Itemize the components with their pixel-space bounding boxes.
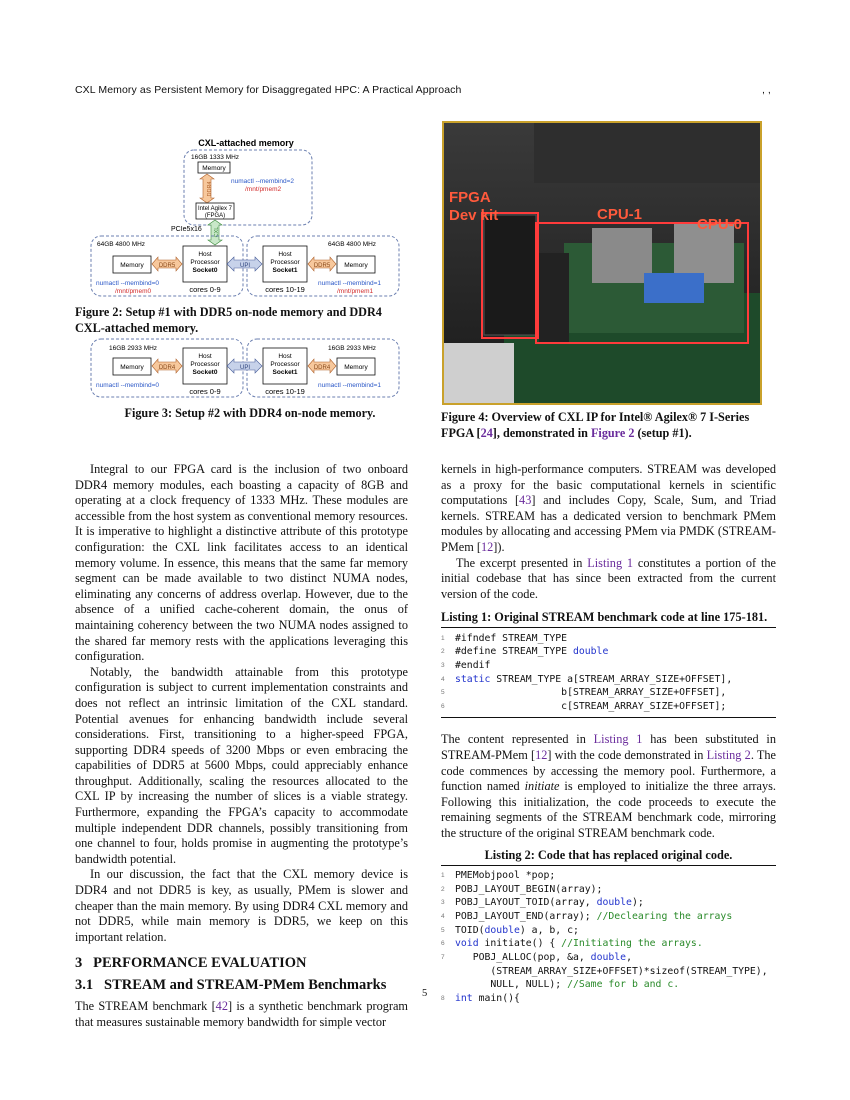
- code-line: [441, 686, 776, 700]
- line-number: 6: [441, 703, 445, 711]
- right-mem-spec: 64GB 4800 MHz: [328, 241, 377, 248]
- numactl0: numactl --membind=0: [96, 280, 160, 287]
- code-text: [455, 925, 579, 936]
- code-text: [455, 952, 632, 963]
- code-line: [441, 869, 776, 883]
- listing-1-title: Listing 1: Original STREAM benchmark code at line 175-181.: [441, 610, 776, 628]
- cores0-label: cores 0-9: [189, 285, 221, 294]
- fig3-right-ddr4-label: DDR4: [313, 365, 331, 371]
- code-token: initiate() {: [478, 938, 562, 950]
- pcie-label: PCIe5x16: [171, 226, 202, 233]
- fig3-numactl0: numactl --membind=0: [96, 382, 160, 389]
- mount0: /mnt/pmem0: [115, 288, 152, 295]
- fig3-cores1-label: cores 10-19: [265, 387, 305, 396]
- code-token: STREAM_TYPE a[STREAM_ARRAY_SIZE+OFFSET],: [490, 673, 733, 685]
- section-3-1-heading: 3.1 STREAM and STREAM-PMem Benchmarks: [75, 977, 387, 994]
- section-3-heading: 3 PERFORMANCE EVALUATION: [75, 955, 307, 972]
- fig3-socket1-host: Host: [278, 353, 292, 360]
- left-para-3: In our discussion, the fact that the CXL memory device is DDR4 and not DDR5 is key, as usually, PMem is slower and cheaper than the main memory. By using DDR4 CXL memory and not DDR5, while main memory is DDR5, we keep on this important relation.: [75, 867, 408, 944]
- fpga-memory-label: Memory: [202, 165, 226, 172]
- right-memory-label: Memory: [344, 262, 368, 269]
- right-ddr5-label: DDR5: [313, 263, 331, 269]
- code-line: [441, 937, 776, 951]
- photo-label-fpga: FPGA Dev kit: [449, 189, 499, 224]
- code-token: POBJ_LAYOUT_END(array);: [455, 911, 597, 923]
- code-line: [441, 882, 776, 896]
- code-token: main(){: [472, 993, 520, 1005]
- code-text: [455, 646, 608, 657]
- code-line: [441, 951, 776, 965]
- line-number: 4: [441, 675, 445, 683]
- line-number: 2: [441, 885, 445, 893]
- ref-24[interactable]: 24: [480, 425, 493, 440]
- fpga-name-line1: Intel Agilex 7: [197, 206, 233, 212]
- code-text: [455, 701, 726, 712]
- line-number: 5: [441, 926, 445, 934]
- code-text: [455, 660, 490, 671]
- line-number: 1: [441, 871, 445, 879]
- fig3-right-mem-spec: 16GB 2933 MHz: [328, 345, 377, 352]
- code-text: [455, 938, 703, 949]
- code-text: [455, 993, 520, 1004]
- line-number: 8: [441, 995, 445, 1003]
- code-token: POBJ_LAYOUT_BEGIN(array);: [455, 883, 603, 895]
- right-para-2: The excerpt presented in Listing 1 constitutes a portion of the initial codebase that has since been extracted from the current version of the code.: [441, 555, 776, 601]
- code-line: [441, 659, 776, 673]
- code-token: //Initiating the arrays.: [561, 938, 703, 950]
- ref-43[interactable]: 43: [519, 493, 532, 508]
- photo-label-cpu0: CPU-0: [697, 216, 743, 233]
- socket1-name: Socket1: [272, 267, 298, 274]
- listing-1-code: [441, 628, 776, 718]
- code-text: [455, 870, 555, 881]
- socket0-name: Socket0: [192, 267, 218, 274]
- code-token: void: [455, 938, 479, 950]
- figure-3-diagram: [75, 337, 415, 403]
- code-token: c[STREAM_ARRAY_SIZE+OFFSET];: [455, 701, 727, 713]
- figure-2-diagram: [75, 132, 415, 304]
- fig3-socket0-processor: Processor: [190, 361, 220, 368]
- numactl1: numactl --membind=1: [318, 280, 382, 287]
- figure-4-caption: Figure 4: Overview of CXL IP for Intel® Agilex® 7 I-Series FPGA [24], demonstrated in Figure 2 (setup #1).: [441, 410, 750, 440]
- figure-3-caption: Figure 3: Setup #2 with DDR4 on-node memory.: [124, 406, 376, 420]
- left-para-1: Integral to our FPGA card is the inclusion of two onboard DDR4 memory modules, each boasting a capacity of 8GB and operating at a clock frequency of 1333 MHz. These modules are accessible from the host system as conventional memory resources. It is imperative to highlight a distinctive attribute of this prototype configuration: the CXL link facilitates access to an identical memory volume. In essence, this means that the same far memory segment can be made available to two distinct NUMA nodes, eliminating any concerns of address overlap. However, due to the absence of a unified cache-coherent domain, the onus of maintaining coherency between the two NUMA nodes assigned to the shared far memory rests with the applications leveraging this configuration.: [75, 462, 408, 664]
- left-column: [75, 462, 408, 1031]
- ref-listing-1b[interactable]: Listing 1: [593, 732, 643, 747]
- right-column: [441, 462, 776, 1006]
- mount1: /mnt/pmem1: [337, 288, 374, 295]
- fig3-left-mem-spec: 16GB 2933 MHz: [109, 345, 158, 352]
- right-para-1: kernels in high-performance computers. STREAM was developed as a proxy for the basic computational kernels in scientific computations [43] and includes Copy, Scale, Sum, and Triad kernels. STREAM has a dedicated version to benchmark PMem modules by allocating and accessing PMem via PMDK (STREAM-PMem [12]).: [441, 462, 776, 554]
- code-text: [455, 633, 567, 644]
- code-line: [441, 910, 776, 924]
- socket0-host: Host: [198, 251, 212, 258]
- left-mem-spec: 64GB 4800 MHz: [97, 241, 146, 248]
- code-text: [455, 687, 726, 698]
- upi-label: UPI: [239, 263, 251, 269]
- ref-listing-1[interactable]: Listing 1: [587, 555, 634, 570]
- code-token: POBJ_ALLOC(pop, &a,: [455, 952, 591, 964]
- left-para-2: Notably, the bandwidth attainable from this prototype configuration is subject to current implementation constraints and does not reflect an intrinsic limitation of the CXL standard. Potential avenues for enhancing bandwidth include several considerations. First, transitioning to a higher-speed FPGA, supporting DDR4 speeds of 3200 Mbps or even embracing the capabilities of DDR5 at 5600 Mbps, could appreciably enhance throughput. Additionally, scaling the resources allocated to the CXL IP by increasing the number of slices is a viable strategy. Furthermore, expanding the FPGA’s capacity to accommodate multiple independent DDR channels, possibly transitioning from one channel to four, holds promise in augmenting the prototype’s bandwidth potential.: [75, 664, 408, 866]
- ref-listing-2[interactable]: Listing 2: [706, 748, 751, 763]
- running-title: CXL Memory as Persistent Memory for Disaggregated HPC: A Practical Approach: [75, 84, 462, 96]
- left-memory-label: Memory: [120, 262, 144, 269]
- ref-figure-2[interactable]: Figure 2: [590, 425, 635, 440]
- code-text: [455, 966, 768, 977]
- code-token: //Same for b and c.: [567, 979, 680, 991]
- running-right: , ,: [762, 84, 771, 96]
- line-number: 4: [441, 913, 445, 921]
- code-text: [455, 911, 732, 922]
- line-number: 5: [441, 689, 445, 697]
- code-line: [441, 964, 776, 978]
- cxl-memory-title: CXL-attached memory: [198, 138, 294, 148]
- code-token: ,: [626, 952, 632, 964]
- left-ddr5-label: DDR5: [158, 263, 176, 269]
- fig3-right-memory-label: Memory: [344, 364, 368, 371]
- cores1-label: cores 10-19: [265, 285, 305, 294]
- figure-4-photo: [442, 121, 762, 405]
- code-token: PMEMobjpool *pop;: [455, 869, 556, 881]
- code-text: [455, 884, 602, 895]
- photo-label-cpu1: CPU-1: [597, 206, 643, 223]
- figure-2-caption: Figure 2: Setup #1 with DDR5 on-node memory and DDR4 CXL-attached memory.: [75, 305, 382, 335]
- cxl-label: CXL: [214, 226, 220, 238]
- code-token: double: [572, 646, 609, 658]
- line-number: 6: [441, 940, 445, 948]
- code-line: [441, 923, 776, 937]
- fpga-mount: /mnt/pmem2: [245, 186, 282, 193]
- fpga-mem-spec: 16GB 1333 MHz: [191, 154, 240, 161]
- code-token: double: [590, 952, 627, 964]
- code-token: double: [484, 924, 520, 936]
- socket1-processor: Processor: [270, 259, 300, 266]
- socket1-host: Host: [278, 251, 292, 258]
- fig3-left-memory-label: Memory: [120, 364, 144, 371]
- code-token: //Declearing the arrays: [596, 911, 733, 923]
- code-token: static: [455, 673, 491, 685]
- ref-42[interactable]: 42: [215, 999, 228, 1014]
- fpga-name-line2: (FPGA): [204, 213, 226, 219]
- code-token: TOID(: [455, 924, 485, 936]
- code-line: [441, 992, 776, 1006]
- code-token: double: [596, 897, 632, 909]
- right-para-3: The content represented in Listing 1 has been substituted in STREAM-PMem [12] with the code demonstrated in Listing 2. The code commences by accessing the memory pool. Furthermore, a function named initiate is employed to initialize the three arrays. Following this initialization, the code proceeds to execute the remaining segments of the STREAM benchmark code, mirroring the structure of the original STREAM benchmark code.: [441, 732, 776, 841]
- code-token: NULL, NULL);: [455, 979, 568, 991]
- line-number: 3: [441, 899, 445, 907]
- line-number: 1: [441, 634, 445, 642]
- code-line: [441, 896, 776, 910]
- code-line: [441, 672, 776, 686]
- fig3-cores0-label: cores 0-9: [189, 387, 221, 396]
- code-token: int: [455, 993, 473, 1005]
- code-token: POBJ_LAYOUT_TOID(array,: [455, 897, 597, 909]
- ref-12b[interactable]: 12: [535, 748, 548, 763]
- code-text: [455, 897, 644, 908]
- listing-2-code: [441, 866, 776, 1006]
- line-number: 3: [441, 662, 445, 670]
- code-token: #endif: [455, 660, 491, 672]
- code-line: [441, 700, 776, 714]
- hardware-photo-illustration: [444, 123, 760, 403]
- line-number: 7: [441, 954, 445, 962]
- page-number: 5: [422, 988, 428, 999]
- code-token: #ifndef STREAM_TYPE: [455, 632, 568, 644]
- fpga-numactl: numactl --membind=2: [231, 178, 295, 185]
- code-token: );: [631, 897, 644, 909]
- code-line: [441, 978, 776, 992]
- fig3-numactl1: numactl --membind=1: [318, 382, 382, 389]
- code-line: [441, 631, 776, 645]
- fig3-socket0-name: Socket0: [192, 369, 218, 376]
- fig3-socket1-processor: Processor: [270, 361, 300, 368]
- ref-12[interactable]: 12: [480, 539, 494, 554]
- fig3-socket0-host: Host: [198, 353, 212, 360]
- code-line: [441, 645, 776, 659]
- line-number: 2: [441, 648, 445, 656]
- left-para-4: The STREAM benchmark [42] is a synthetic benchmark program that measures sustainable memory bandwidth for simple vector: [75, 999, 408, 1029]
- code-token: b[STREAM_ARRAY_SIZE+OFFSET],: [455, 687, 727, 699]
- code-text: [455, 674, 732, 685]
- fpga-ddr4-label: DDR4: [207, 181, 213, 197]
- code-token: ) a, b, c;: [519, 924, 579, 936]
- code-token: (STREAM_ARRAY_SIZE+OFFSET)*sizeof(STREAM_TYPE),: [455, 965, 768, 977]
- code-token: #define STREAM_TYPE: [455, 646, 573, 658]
- fig3-left-ddr4-label: DDR4: [158, 365, 176, 371]
- listing-2-title: Listing 2: Code that has replaced original code.: [441, 848, 776, 866]
- socket0-processor: Processor: [190, 259, 220, 266]
- fig3-socket1-name: Socket1: [272, 369, 298, 376]
- fig3-upi-label: UPI: [239, 365, 251, 371]
- code-text: [455, 979, 679, 990]
